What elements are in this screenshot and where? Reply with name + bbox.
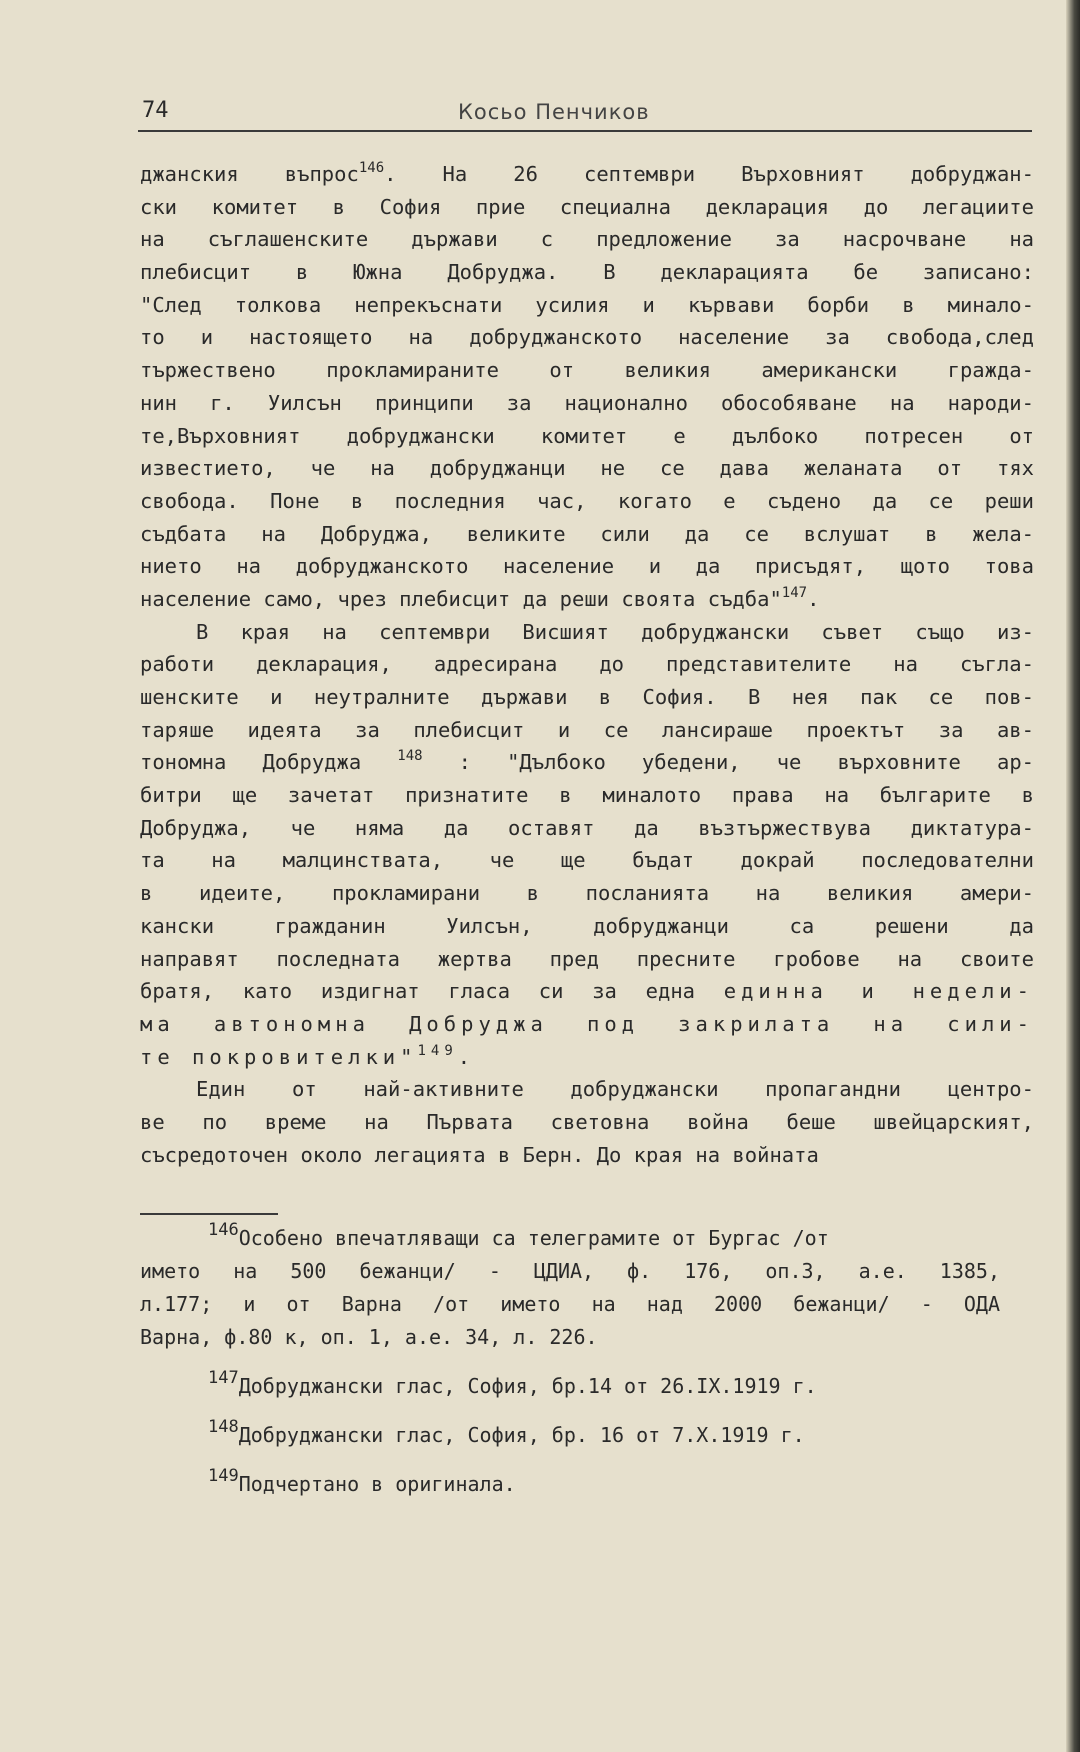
page-header xyxy=(138,96,1032,132)
text-line: битри ще зачетат признатите в миналото права на българите в xyxy=(140,783,1034,808)
footnote-148: $^{148}$Добруджански глас, София, бр. 16 от 7.X.1919 г. xyxy=(208,1417,805,1447)
footnote-separator xyxy=(140,1213,278,1215)
text-line: ски комитет в София прие специална декларация до легациите xyxy=(140,194,1034,219)
text-line: таряше идеята за плебисцит и се лансираше проектът за ав- xyxy=(140,717,1034,742)
text-line: население само, чрез плебисцит да реши своята съдба"$^{147}$. xyxy=(140,584,820,611)
text-line: свобода. Поне в последния час, когато е съдено да се реши xyxy=(140,488,1034,513)
footnote-149: $^{149}$Подчертано в оригинала. xyxy=(208,1466,516,1496)
text-line: нието на добруджанското население и да присъдят, щото това xyxy=(140,554,1034,579)
footnote-number: 146 xyxy=(208,1220,239,1240)
page-number: 74 xyxy=(142,98,169,123)
text-line: те,Върховният добруджански комитет е дълбоко потресен от xyxy=(140,423,1034,448)
text-line: съсредоточен около легацията в Берн. До края на войната xyxy=(140,1142,819,1167)
text-line: В края на септември Висшият добруджански съвет също из- xyxy=(196,619,1034,644)
text-line: братя, като издигнат гласа си за една единна и недели- xyxy=(140,979,1034,1004)
text-line: та на малцинствата, че ще бъдат докрай последователни xyxy=(140,848,1034,873)
text-line: ма автономна Добруджа под закрилата на сили- xyxy=(140,1011,1034,1036)
text-line: нин г. Уилсън принципи за национално обособяване на народи- xyxy=(140,390,1034,415)
text-line: известието, че на добруджанци не се дава желаната от тях xyxy=(140,456,1034,481)
text-line: те покровителки"$^{149}$. xyxy=(140,1042,476,1069)
footnote-ref-148[interactable]: 148 xyxy=(397,748,423,765)
text-line: шенските и неутралните държави в София. В нея пак се пов- xyxy=(140,685,1034,709)
footnote-ref-146[interactable]: 146 xyxy=(358,160,385,176)
text-line: съдбата на Добруджа, великите сили да се вслушат в жела- xyxy=(140,521,1034,546)
running-title: Косьо Пенчиков xyxy=(458,100,650,124)
footnote-ref-147[interactable]: 147 xyxy=(781,584,808,601)
text-line: кански гражданин Уилсън, добруджанци са решени да xyxy=(140,913,1034,938)
text-line: направят последната жертва пред пресните гробове на своите xyxy=(140,946,1034,971)
footnote-number: 149 xyxy=(208,1466,239,1486)
footnote-number: 147 xyxy=(208,1368,239,1388)
footnote-number: 148 xyxy=(208,1417,239,1437)
footnote-ref-149[interactable]: 149 xyxy=(417,1042,458,1059)
text-line: в идеите, прокламирани в посланията на великия амери- xyxy=(140,881,1034,906)
text-line: то и настоящето на добруджанското население за свобода,след xyxy=(140,325,1034,350)
text-line: Един от най-активните добруджански пропагандни центро- xyxy=(196,1077,1034,1102)
text-line: тържествено прокламираните от великия американски гражда- xyxy=(140,358,1034,383)
text-line: плебисцит в Южна Добруджа. В декларацията бе записано: xyxy=(140,260,1034,285)
text-line: "След толкова непрекъснати усилия и кървави борби в минало- xyxy=(140,292,1034,317)
main-text xyxy=(140,158,1034,1171)
footnote-147: $^{147}$Добруджански глас, София, бр.14 от 26.IX.1919 г. xyxy=(208,1368,817,1398)
footnotes xyxy=(140,1222,1000,1501)
text-line: джанския въпрос$^{146}$. На 26 септември Върховният добруджан- xyxy=(140,160,1034,186)
text-line: на съглашенските държави с предложение за насрочване на xyxy=(140,227,1034,252)
footnote-146: $^{146}$Особено впечатляващи са телеграмите от Бургас /от името на 500 бежанци/ - ЦДИА, ф. 176, оп.3, а.е. 1385, л.177; и от Варна /от името на над 2000 бежанци/ - ОДА Варна, ф.80 к, оп. 1, а.е. 34, л. 226. xyxy=(140,1220,1000,1349)
text-line: работи декларация, адресирана до представителите на съгла- xyxy=(140,652,1034,677)
text-line: ве по време на Първата световна война беше швейцарският, xyxy=(140,1109,1034,1134)
page-edge-shadow xyxy=(1066,0,1080,1752)
text-line: Добруджа, че няма да оставят да възтържествува диктатура- xyxy=(140,815,1034,840)
text-line: тономна Добруджа $^{148}$ : "Дълбоко убедени, че върховните ар- xyxy=(140,748,1034,775)
